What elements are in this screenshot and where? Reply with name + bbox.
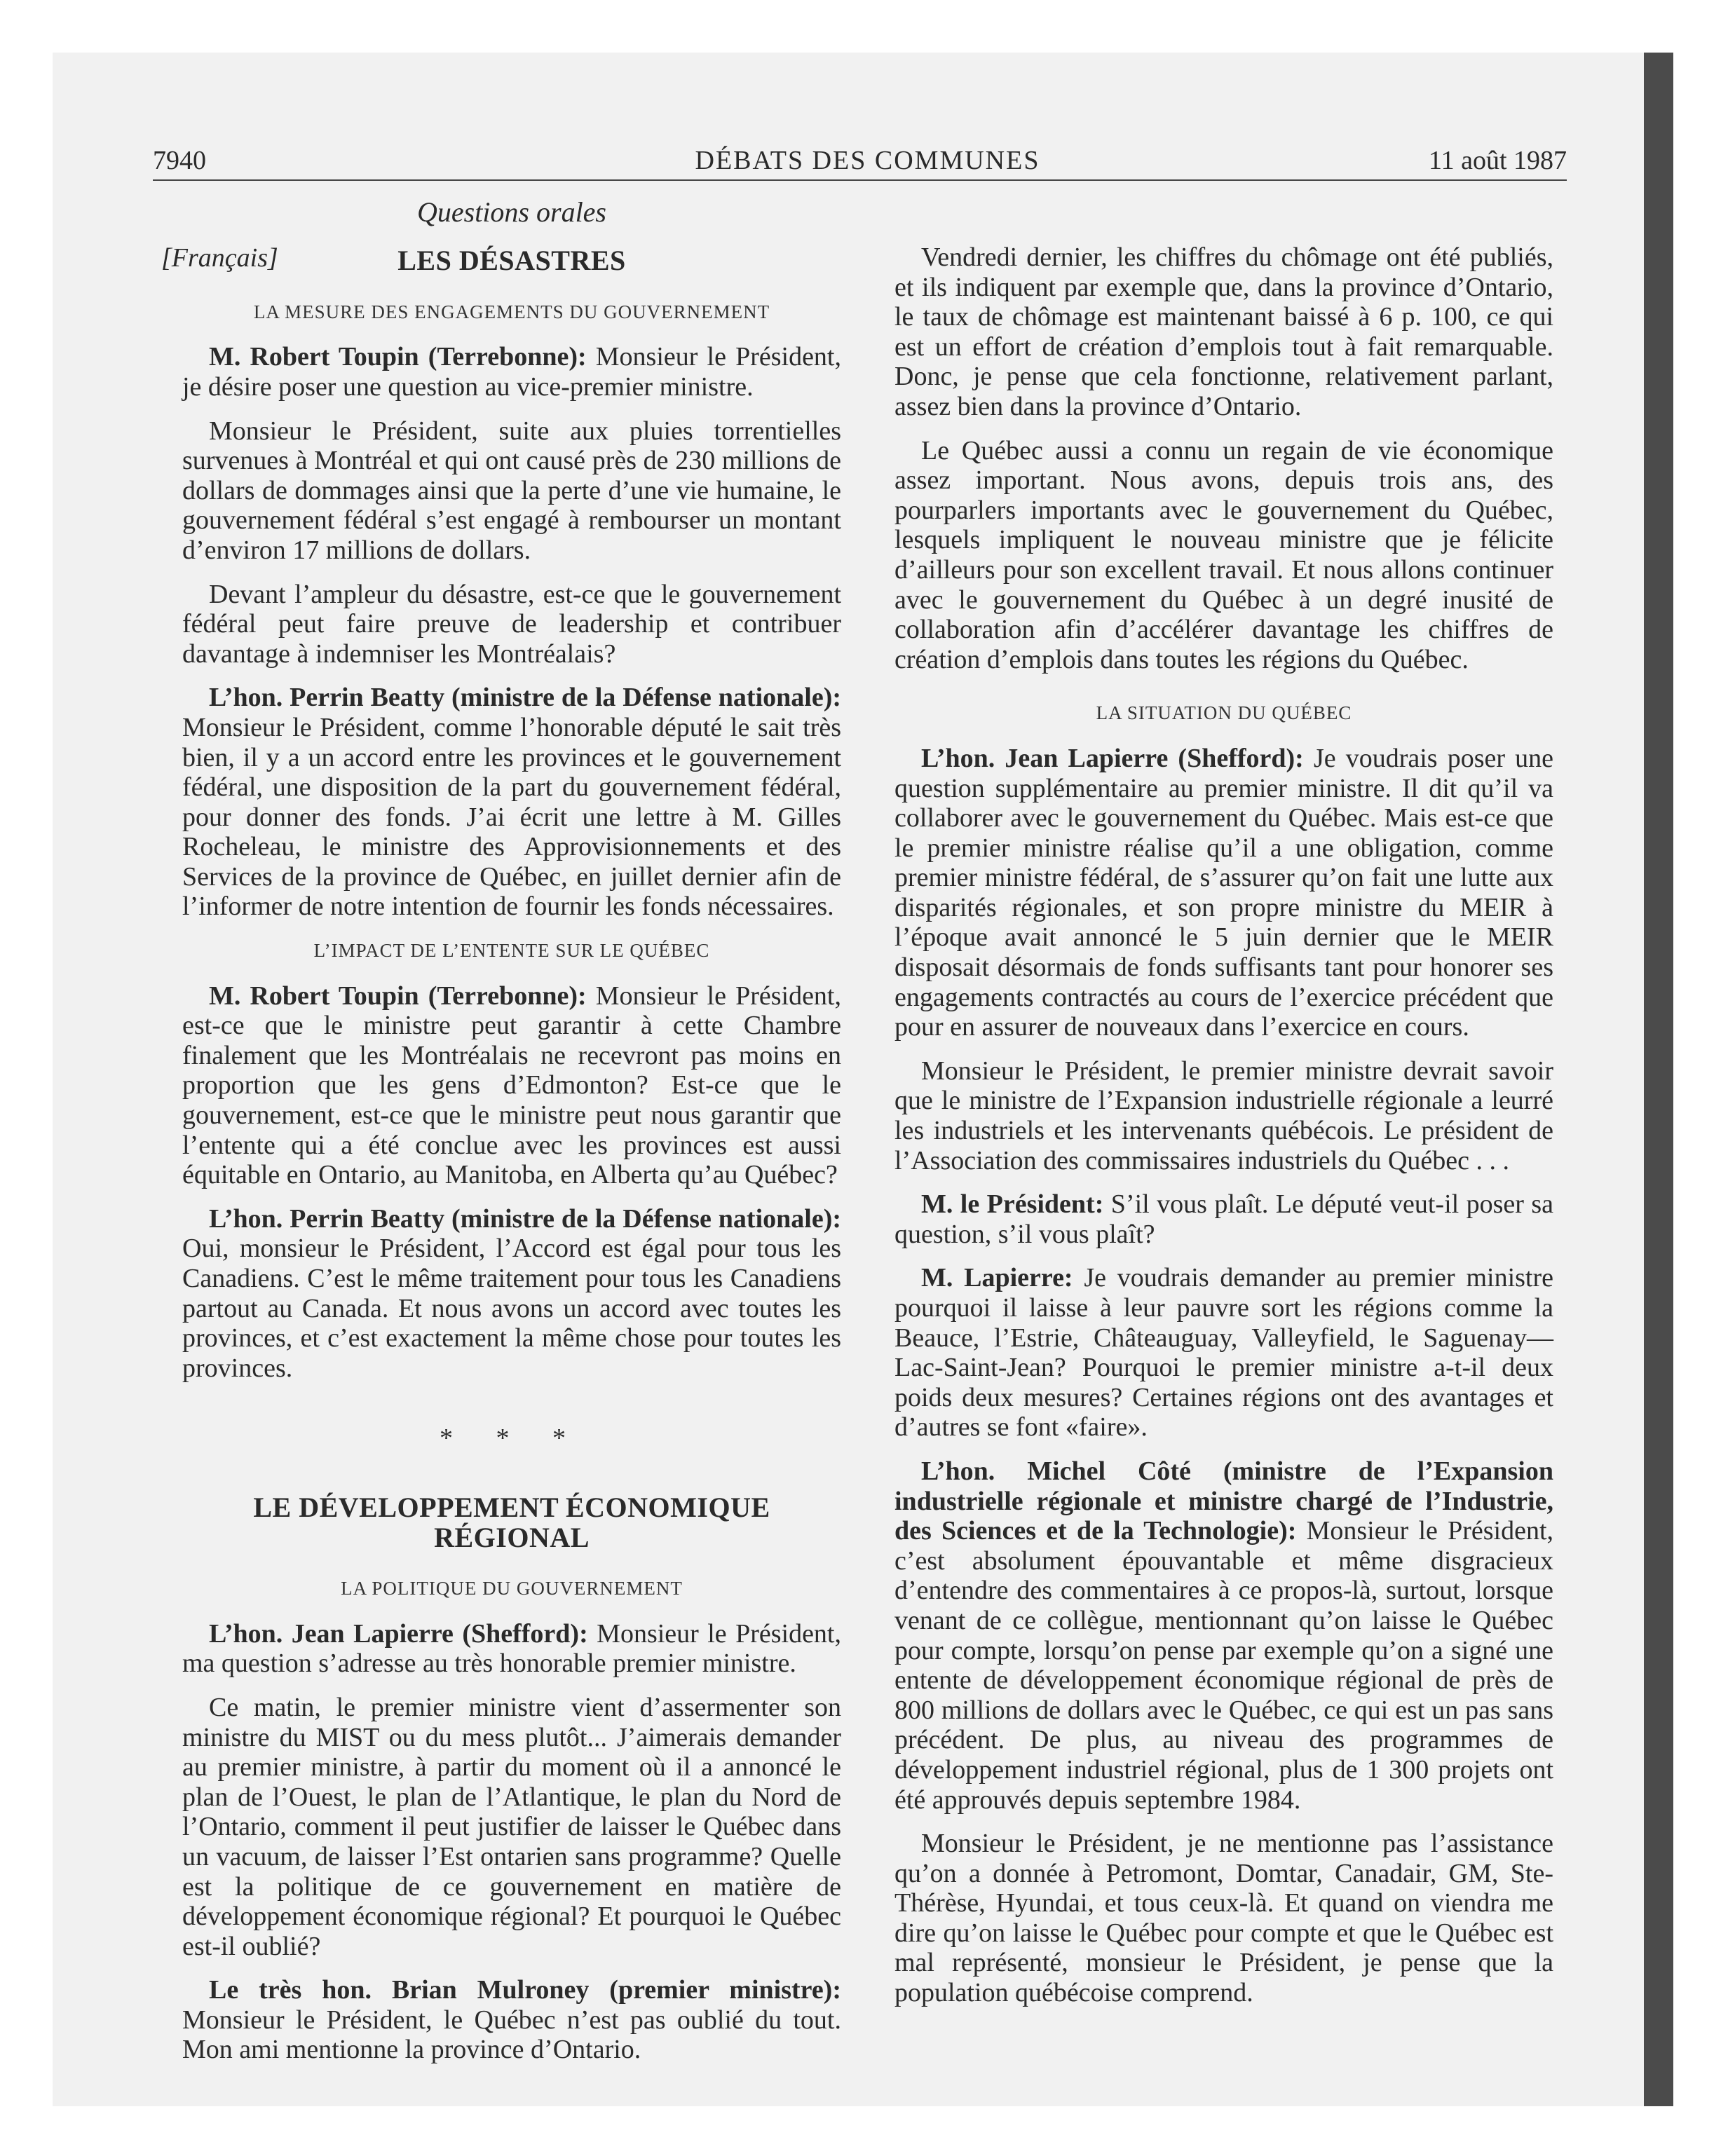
speech-text: Monsieur le Président, je désire poser une question au vice-premier ministre.	[182, 342, 841, 402]
speech-text: Je voudrais demander au premier ministre pourquoi il laisse à leur pauvre sort les régions comme la Beauce, l’Estrie, Châteauguay, Valleyfield, le Saguenay—Lac-Saint-Jean? Pourquoi le premier ministre a-t-il deux poids deux mesures? Certaines régions ont des avantages et d’autres se font «faire».	[894, 1263, 1553, 1442]
section-label: Questions orales	[417, 196, 606, 228]
page-number: 7940	[153, 146, 206, 175]
speaker-name: M. Lapierre:	[921, 1263, 1073, 1293]
paragraph: Monsieur le Président, le premier ministre devrait savoir que le ministre de l’Expansion industrielle régionale a leurré les industriels et les intervenants québécois. Le président de l’Association des commissaires industriels du Québec . . .	[894, 1056, 1553, 1175]
speaker-name: L’hon. Perrin Beatty (ministre de la Défense nationale):	[209, 1203, 841, 1234]
paragraph	[182, 981, 841, 1190]
paragraph	[182, 1204, 841, 1384]
speech-text: Oui, monsieur le Président, l’Accord est égal pour tous les Canadiens. C’est le même traitement pour tous les Canadiens partout au Canada. Et nous avons un accord avec toutes les provinces, et c’est exactement la même chose pour toutes les provinces.	[182, 1234, 841, 1383]
paragraph	[894, 1189, 1553, 1249]
paragraph: Vendredi dernier, les chiffres du chômage ont été publiés, et ils indiquent par exemple que, dans la province d’Ontario, le taux de chômage est maintenant baissé à 6 p. 100, ce qui est un effort de création d’emplois tout à fait remarquable. Donc, je pense que cela fonctionne, relativement parlant, assez bien dans la province d’Ontario.	[894, 243, 1553, 421]
paragraph	[182, 683, 841, 922]
heading-desastres: LES DÉSASTRES	[397, 245, 626, 277]
speaker-name: L’hon. Jean Lapierre (Shefford):	[209, 1618, 588, 1649]
paragraph: Monsieur le Président, suite aux pluies torrentielles survenues à Montréal et qui ont causé près de 230 millions de dollars de dommages ainsi que la perte d’une vie humaine, le gouvernement fédéral s’est engagé à rembourser un montant d’environ 17 millions de dollars.	[182, 416, 841, 565]
speech-text: Je voudrais poser une question supplémentaire au premier ministre. Il dit qu’il va collaborer avec le gouvernement du Québec. Mais est-ce que le premier ministre réalise qu’il a une obligation, comme premier ministre fédéral, de s’assurer qu’on fait une lutte aux disparités régionales, et son propre ministre du MEIR à l’époque avait annoncé le 5 juin dernier que le MEIR disposait désormais de fonds suffisants tant pour honorer ses engagements contractés au cours de l’exercice précédent que pour en assurer de nouveaux dans l’exercice en cours.	[894, 743, 1553, 1042]
section-divider: * * *	[440, 1424, 584, 1454]
speaker-name: Le très hon. Brian Mulroney (premier ministre):	[209, 1975, 841, 2005]
paragraph	[894, 744, 1553, 1042]
paragraph	[894, 1263, 1553, 1442]
subheading: LA MESURE DES ENGAGEMENTS DU GOUVERNEMENT	[253, 301, 770, 322]
left-column	[161, 196, 841, 2079]
speaker-name: L’hon. Perrin Beatty (ministre de la Défense nationale):	[209, 683, 841, 713]
header-rule	[153, 179, 1567, 181]
right-column	[894, 243, 1553, 2022]
speech-text: Monsieur le Président, ma question s’adresse au très honorable premier ministre.	[182, 1618, 841, 1679]
paragraph: Ce matin, le premier ministre vient d’assermenter son ministre du MIST ou du mess plutôt... J’aimerais demander au premier ministre, à partir du moment où il a annoncé le plan de l’Ouest, le plan de l’Atlantique, le plan du Nord de l’Ontario, comment il peut justifier de laisser le Québec dans un vacuum, de laisser l’Est ontarien sans programme? Quelle est la politique de ce gouvernement en matière de développement économique régional? Et pourquoi le Québec est-il oublié?	[182, 1692, 841, 1961]
paragraph: Monsieur le Président, je ne mentionne pas l’assistance qu’on a donnée à Petromont, Domtar, Canadair, GM, Ste-Thérèse, Hyundai, et tous ceux-là. Et quand on viendra me dire qu’on laisse le Québec pour compte et que le Québec est mal représenté, monsieur le Président, je pense que la population québécoise comprend.	[894, 1829, 1553, 2008]
speech-text: Monsieur le Président, le Québec n’est pas oublié du tout. Mon ami mentionne la province d’Ontario.	[182, 2005, 841, 2065]
speaker-name: M. Robert Toupin (Terrebonne):	[209, 342, 587, 372]
paragraph: Le Québec aussi a connu un regain de vie économique assez important. Nous avons, depuis trois ans, des pourparlers importants avec le gouvernement du Québec, lesquels impliquent le nouveau ministre que je félicite d’ailleurs pour son excellent travail. Et nous allons continuer avec le gouvernement du Québec à un degré inusité de collaboration afin d’accélérer davantage les chiffres de création d’emplois dans toutes les régions du Québec.	[894, 435, 1553, 674]
speaker-name: L’hon. Jean Lapierre (Shefford):	[921, 743, 1304, 773]
speech-text: Monsieur le Président, est-ce que le ministre peut garantir à cette Chambre finalement que les Montréalais ne recevront pas moins en proportion que les gens d’Edmonton? Est-ce que le gouvernement, est-ce que le ministre peut nous garantir que l’entente qui a été conclue avec les provinces est aussi équitable en Ontario, au Manitoba, en Alberta qu’au Québec?	[182, 981, 841, 1190]
page-title: DÉBATS DES COMMUNES	[695, 146, 1040, 175]
paragraph	[182, 342, 841, 402]
speech-text: S’il vous plaît. Le député veut-il poser sa question, s’il vous plaît?	[894, 1189, 1553, 1249]
speaker-name: M. le Président:	[921, 1189, 1104, 1220]
speech-text: Monsieur le Président, comme l’honorable député le sait très bien, il y a un accord entre les provinces et le gouvernement fédéral, une disposition de la part du gouvernement fédéral, pour donner des fonds. J’ai écrit une lettre à M. Gilles Rocheleau, le ministre des Approvisionnements et des Services de la province de Québec, en juillet dernier afin de l’informer de notre intention de fournir les fonds nécessaires.	[182, 712, 841, 922]
speech-text: Monsieur le Président, c’est absolument épouvantable et même disgracieux d’entendre des commentaires à ce propos-là, surtout, lorsque venant de ce collègue, mentionnant qu’on laisse le Québec pour compte, lorsqu’on pense par exemple qu’on a signé une entente de développement économique régional de près de 800 millions de dollars avec le Québec, ce qui est un pas sans précédent. De plus, au niveau des programmes de développement industriel régional, plus de 1 300 projets ont été approuvés depuis septembre 1984.	[894, 1516, 1553, 1815]
language-tag: [Français]	[161, 243, 278, 273]
paragraph	[182, 1619, 841, 1679]
subheading: LA POLITIQUE DU GOUVERNEMENT	[341, 1578, 683, 1599]
subheading: LA SITUATION DU QUÉBEC	[1096, 702, 1352, 724]
speaker-name: M. Robert Toupin (Terrebonne):	[209, 981, 587, 1011]
subheading: L’IMPACT DE L’ENTENTE SUR LE QUÉBEC	[313, 940, 710, 962]
speaker-name: L’hon. Michel Côté (ministre de l’Expansion industrielle régionale et ministre chargé de l’Industrie, des Sciences et de la Technologie):	[894, 1456, 1553, 1546]
paragraph: Devant l’ampleur du désastre, est-ce que le gouvernement fédéral peut faire preuve de leadership et contribuer davantage à indemniser les Montréalais?	[182, 579, 841, 669]
heading-developpement: LE DÉVELOPPEMENT ÉCONOMIQUE RÉGIONAL	[253, 1491, 770, 1553]
scan-edge-shadow	[1644, 53, 1673, 2106]
page-date: 11 août 1987	[1428, 146, 1567, 175]
paragraph	[894, 1456, 1553, 1815]
paragraph	[182, 1975, 841, 2065]
